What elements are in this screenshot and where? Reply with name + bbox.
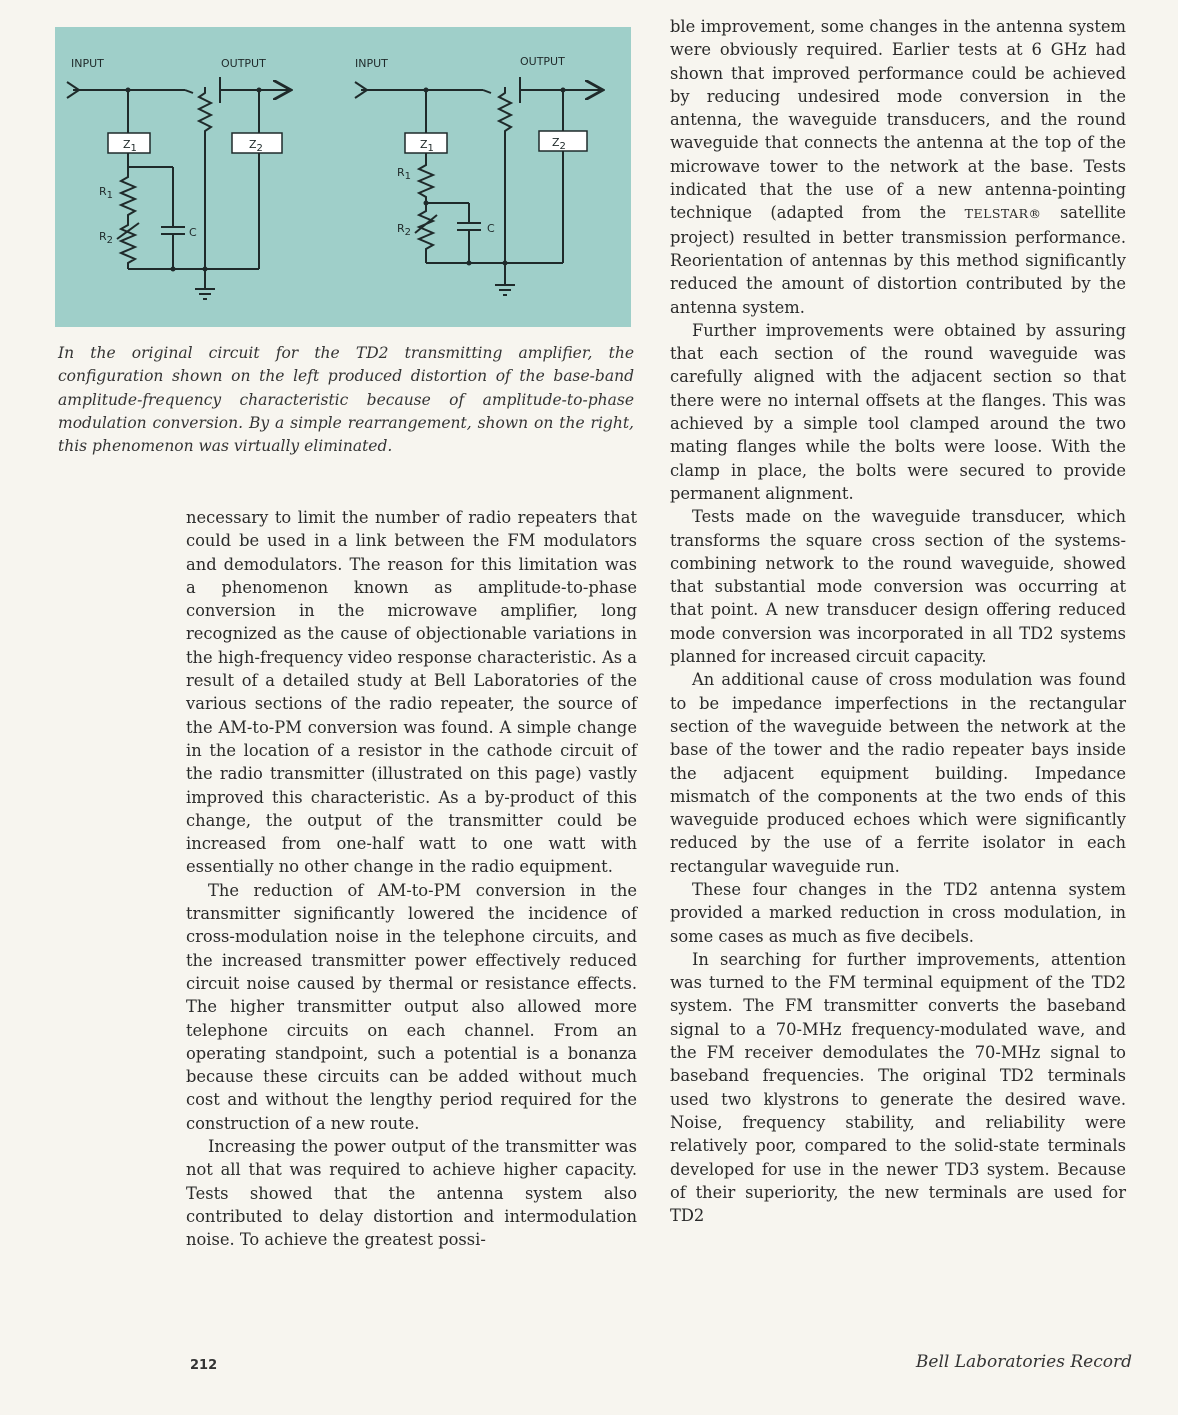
left-output-label: OUTPUT bbox=[221, 57, 266, 70]
right-p1-before: ble improvement, some changes in the antenna system were obviously required. Earlier tests at 6 GHz had shown that improved performance could be achieved by reducing undesired mode conversion in the antenna, the waveguide transducers, and the round waveguide that connects the antenna at the top of the microwave tower to the network at the base. Tests indicated that the use of a new antenna-pointing technique (adapted from the bbox=[670, 17, 1126, 223]
svg-text:R1 bbox=[397, 166, 411, 182]
left-z2-sub: 2 bbox=[256, 143, 263, 154]
right-paragraph: In searching for further improvements, attention was turned to the FM terminal equipment of the TD2 system. The FM transmitter converts the baseband signal to a 70-MHz frequency-modulated wave, and the FM receiver demodulates the 70-MHz signal to baseband frequencies. The original TD2 terminals used two klystrons to generate the desired wave. Noise, frequency stability, and reliability were relatively poor, compared to the solid-state terminals developed for use in the newer TD3 system. Because of their superiority, the new terminals are used for TD2 bbox=[670, 949, 1126, 1226]
left-column bbox=[186, 506, 637, 1252]
journal-name: Bell Laboratories Record bbox=[915, 1352, 1132, 1372]
right-p1-after: satellite project) resulted in better transmission performance. Reorientation of antennas by this method significantly reduced the amount of distortion contributed by the antenna system. bbox=[670, 203, 1126, 317]
right-z1-sub: 1 bbox=[427, 143, 434, 154]
right-r2-label: R bbox=[397, 222, 405, 235]
circuit-diagram bbox=[55, 27, 631, 327]
left-r1-label: R bbox=[99, 185, 107, 198]
page-number: 212 bbox=[190, 1358, 218, 1373]
telstar-smallcaps: TELSTAR® bbox=[964, 206, 1042, 222]
svg-text:R1 bbox=[99, 185, 113, 201]
right-paragraph: Tests made on the waveguide transducer, which transforms the square cross section of the systems-combining network to the round waveguide, showed that substantial mode conversion was occurring at that point. A new transducer design offering reduced mode conversion was incorporated in all TD2 systems planned for increased circuit capacity. bbox=[670, 507, 1126, 667]
left-r1-sub: 1 bbox=[106, 190, 114, 201]
svg-text:R2 bbox=[397, 222, 411, 238]
left-paragraph: The reduction of AM-to-PM conversion in the transmitter significantly lowered the incidence of cross-modulation noise in the telephone circuits, and the increased transmitter power effectively reduced circuit noise caused by thermal or resistance effects. The higher transmitter output also allowed more telephone circuits on each channel. From an operating standpoint, such a potential is a bonanza because these circuits can be added without much cost and without the lengthy period required for the construction of a new route. bbox=[186, 880, 637, 1133]
right-paragraph: These four changes in the TD2 antenna system provided a marked reduction in cross modulation, in some cases as much as five decibels. bbox=[670, 879, 1126, 946]
circuit-figure bbox=[55, 27, 631, 327]
right-column bbox=[670, 15, 1126, 1227]
right-r1-sub: 1 bbox=[404, 171, 412, 182]
left-c-label: C bbox=[189, 226, 197, 239]
right-r2-sub: 2 bbox=[404, 227, 412, 238]
svg-text:R2 bbox=[99, 230, 113, 246]
right-paragraph: An additional cause of cross modulation was found to be impedance imperfections in the rectangular section of the waveguide between the network at the base of the tower and the radio repeater bays inside the adjacent equipment building. Impedance mismatch of the components at the two ends of this waveguide produced echoes which were significantly reduced by the use of a ferrite isolator in each rectangular waveguide run. bbox=[670, 670, 1126, 876]
right-output-label: OUTPUT bbox=[520, 55, 565, 68]
left-r2-sub: 2 bbox=[106, 235, 114, 246]
left-z2-label: Z bbox=[249, 138, 257, 151]
figure-caption: In the original circuit for the TD2 transmitting amplifier, the configuration shown on the left produced distortion of the base-band amplitude-frequency characteristic because of amplitude-to-phase modulation conversion. By a simple rearrangement, shown on the right, this phenomenon was virtually eliminated. bbox=[58, 344, 634, 456]
left-paragraph: necessary to limit the number of radio repeaters that could be used in a link between the FM modulators and demodulators. The reason for this limitation was a phenomenon known as amplitude-to-phase conversion in the microwave amplifier, long recognized as the cause of objectionable variations in the high-frequency video response characteristic. As a result of a detailed study at Bell Laboratories of the various sections of the radio repeater, the source of the AM-to-PM conversion was found. A simple change in the location of a resistor in the cathode circuit of the radio transmitter (illustrated on this page) vastly improved this characteristic. As a by-product of this change, the output of the transmitter could be increased from one-half watt to one watt with essentially no other change in the radio equipment. bbox=[186, 508, 637, 877]
left-r2-label: R bbox=[99, 230, 107, 243]
left-z1-label: Z bbox=[123, 138, 131, 151]
right-c-label: C bbox=[487, 222, 495, 235]
right-paragraph: Further improvements were obtained by assuring that each section of the round waveguide was carefully aligned with the adjacent section so that there were no internal offsets at the flanges. This was achieved by a simple tool clamped around the two mating flanges while the bolts were loose. With the clamp in place, the bolts were secured to provide permanent alignment. bbox=[670, 320, 1126, 503]
left-z1-sub: 1 bbox=[130, 143, 137, 154]
left-paragraph: Increasing the power output of the transmitter was not all that was required to achieve higher capacity. Tests showed that the antenna system also contributed to delay distortion and intermodulation noise. To achieve the greatest possi- bbox=[186, 1137, 637, 1250]
right-r1-label: R bbox=[397, 166, 405, 179]
right-circuit bbox=[355, 77, 603, 295]
right-input-label: INPUT bbox=[355, 57, 388, 70]
left-input-label: INPUT bbox=[71, 57, 104, 70]
right-z2-sub: 2 bbox=[559, 141, 566, 152]
right-z2-label: Z bbox=[552, 136, 560, 149]
right-z1-label: Z bbox=[420, 138, 428, 151]
right-paragraph bbox=[670, 15, 1126, 319]
